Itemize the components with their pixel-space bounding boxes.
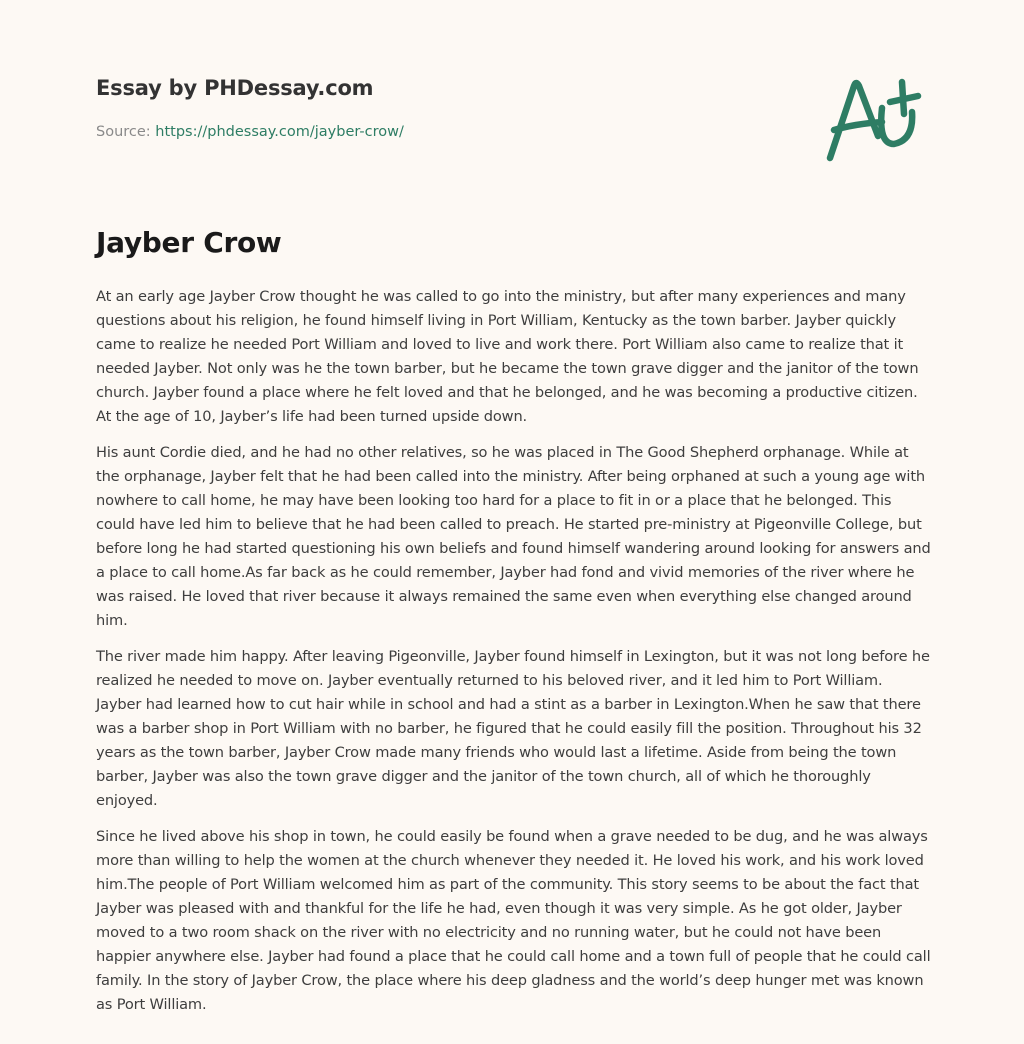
essay-paragraph: At an early age Jayber Crow thought he was called to go into the ministry, but after many experiences and many questions about his religion, he found himself living in Port William, Kentucky as the town barber. Jayber quickly came to realize he needed Port William and loved to live and work there. Port William also came to realize that it needed Jayber. Not only was he the town barber, but he became the town grave digger and the janitor of the town church. Jayber found a place where he felt loved and that he belonged, and he was becoming a productive citizen. At the age of 10, Jayber’s life had been turned upside down. xyxy=(96,288,919,425)
source-line xyxy=(96,124,404,140)
source-link[interactable]: https://phdessay.com/jayber-crow/ xyxy=(155,124,404,140)
site-brand: Essay by PHDessay.com xyxy=(96,76,374,100)
essay-title: Jayber Crow xyxy=(96,226,282,259)
essay-paragraph: The river made him happy. After leaving Pigeonville, Jayber found himself in Lexington, but it was not long before he realized he needed to move on. Jayber eventually returned to his beloved river, and it led him to Port William. Jayber had learned how to cut hair while in school and had a stint as a barber in Lexington.When he saw that there was a barber shop in Port William with no barber, he figured that he could easily fill the position. Throughout his 32 years as the town barber, Jayber Crow made many friends who would last a lifetime. Aside from being the town barber, Jayber was also the town grave digger and the janitor of the town church, all of which he thoroughly enjoyed. xyxy=(96,648,930,809)
source-label: Source: xyxy=(96,124,156,140)
essay-paragraph: His aunt Cordie died, and he had no other relatives, so he was placed in The Good Shepherd orphanage. While at the orphanage, Jayber felt that he had been called into the ministry. After being orphaned at such a young age with nowhere to call home, he may have been looking too hard for a place to fit in or a place that he belonged. This could have led him to believe that he had been called to preach. He started pre-ministry at Pigeonville College, but before long he had started questioning his own beliefs and found himself wandering around looking for answers and a place to call home.As far back as he could remember, Jayber had fond and vivid memories of the river where he was raised. He loved that river because it always remained the same even when everything else changed around him. xyxy=(96,444,931,629)
essay-body xyxy=(96,285,932,1029)
a-plus-grade-icon xyxy=(820,64,930,168)
essay-paragraph: Since he lived above his shop in town, he could easily be found when a grave needed to be dug, and he was always more than willing to help the women at the church whenever they needed it. He loved his work, and his work loved him.The people of Port William welcomed him as part of the community. This story seems to be about the fact that Jayber was pleased with and thankful for the life he had, even though it was very simple. As he got older, Jayber moved to a two room shack on the river with no electricity and no running water, but he could not have been happier anywhere else. Jayber had found a place that he could call home and a town full of people that he could call family. In the story of Jayber Crow, the place where his deep gladness and the world’s deep hunger met was known as Port William. xyxy=(96,828,931,1013)
